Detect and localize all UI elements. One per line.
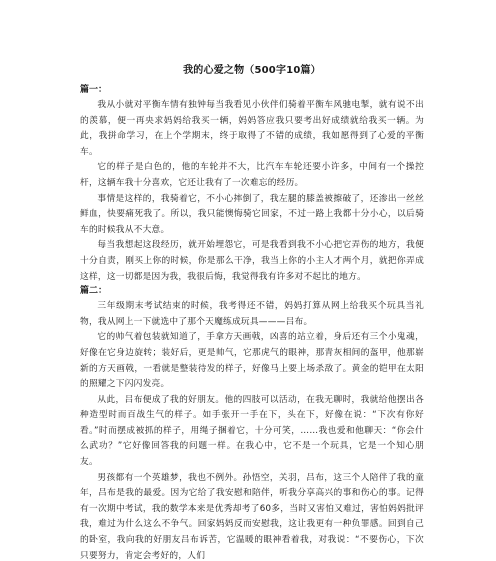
section-heading-1: 篇一： — [80, 85, 108, 95]
paragraph: 它的样子是白色的，他的车轮并不大，比汽车车轮还要小许多，中间有一个操控杆，这辆车我十分喜欢，它还让我有了一次难忘的经历。 — [80, 162, 424, 188]
paragraph: 男孩都有一个英雄梦，我也不例外。孙悟空，关羽，吕布，这三个人陪伴了我的童年，吕布是我的最爱。因为它给了我安慰和陪伴，听我分享高兴的事和伤心的事。记得有一次期中考试，我的数学本来是优秀却考了60多，当时又害怕又难过，害怕妈妈批评我，难过为什么这么不争气。回家妈妈反而安慰我，这让我更有一种负罪感。回到自己的卧室，我向我的好朋友吕布诉苦，它温暖的眼神看着我，对我说：“不要伤心，下次只要努力，肯定会考好的，人们 — [80, 472, 424, 561]
paragraph: 它的帅气着包装就知道了，手拿方天画戟，凶喜的站立着，身后还有三个小鬼魂，好像在它身边旋转；装好后，更是帅气，它那虎气的眼神，那青灰相间的盔甲，他那崭新的方天画戟，一看就是整装待发的样子，好像马上要上场杀敌了。黄金的铠甲在太阳的照耀之下闪闪发亮。 — [80, 332, 424, 390]
section-heading-2: 篇二： — [80, 286, 108, 297]
paragraph: 事情是这样的，我骑着它，不小心摔倒了，我左腿的膝盖被擦破了，还渗出一丝丝鲜血，快要痛死我了。所以，我只能懊悔骑它回家，不过一路上我都十分小心，以后骑车的时候我从不大意。 — [80, 193, 424, 235]
paragraph: 每当我想起这段经历，就开始埋怨它，可是我看到我不小心把它弄伤的地方，我便十分自责，刚买上你的时候，你是那么干净，我当上你的小主人才两个月，就把你弄成这样，这一切都是因为我，我很后悔，我觉得我有许多对不起比的地方。 — [80, 240, 424, 282]
document-title: 我的心爱之物（500字10篇） — [183, 65, 321, 76]
paragraph: 我从小就对平衡车情有独钟每当我看见小伙伴们骑着平衡车风驰电掣，就有说不出的羡慕，便一再央求妈妈给我买一辆，妈妈答应我只要考出好成绩就给我买一辆。为此，我拼命学习，在上个学期末，终于取得了不错的成绩，我如愿得到了心爱的平衡车。 — [80, 100, 424, 157]
paragraph: 三年级期末考试结束的时候，我考得还不错，妈妈打算从网上给我买个玩具当礼物，我从网上一下就选中了那个天魔练成玩具———吕布。 — [80, 301, 424, 327]
paragraph: 从此，吕布便成了我的好朋友。他的四肢可以活动，在我无聊时，我就给他摆出各种造型时而百战生气的样子。如手张开一手在下，头在下，好像在说：“下次有你好看。”时而摆成被抓的样子，用绳子捆着它，十分可笑，……我也爱和他聊天：“你会什么武功？”它好像回答我的问题一样。在我心中，它不是一个玩具，它是一个知心朋友。 — [80, 394, 424, 468]
